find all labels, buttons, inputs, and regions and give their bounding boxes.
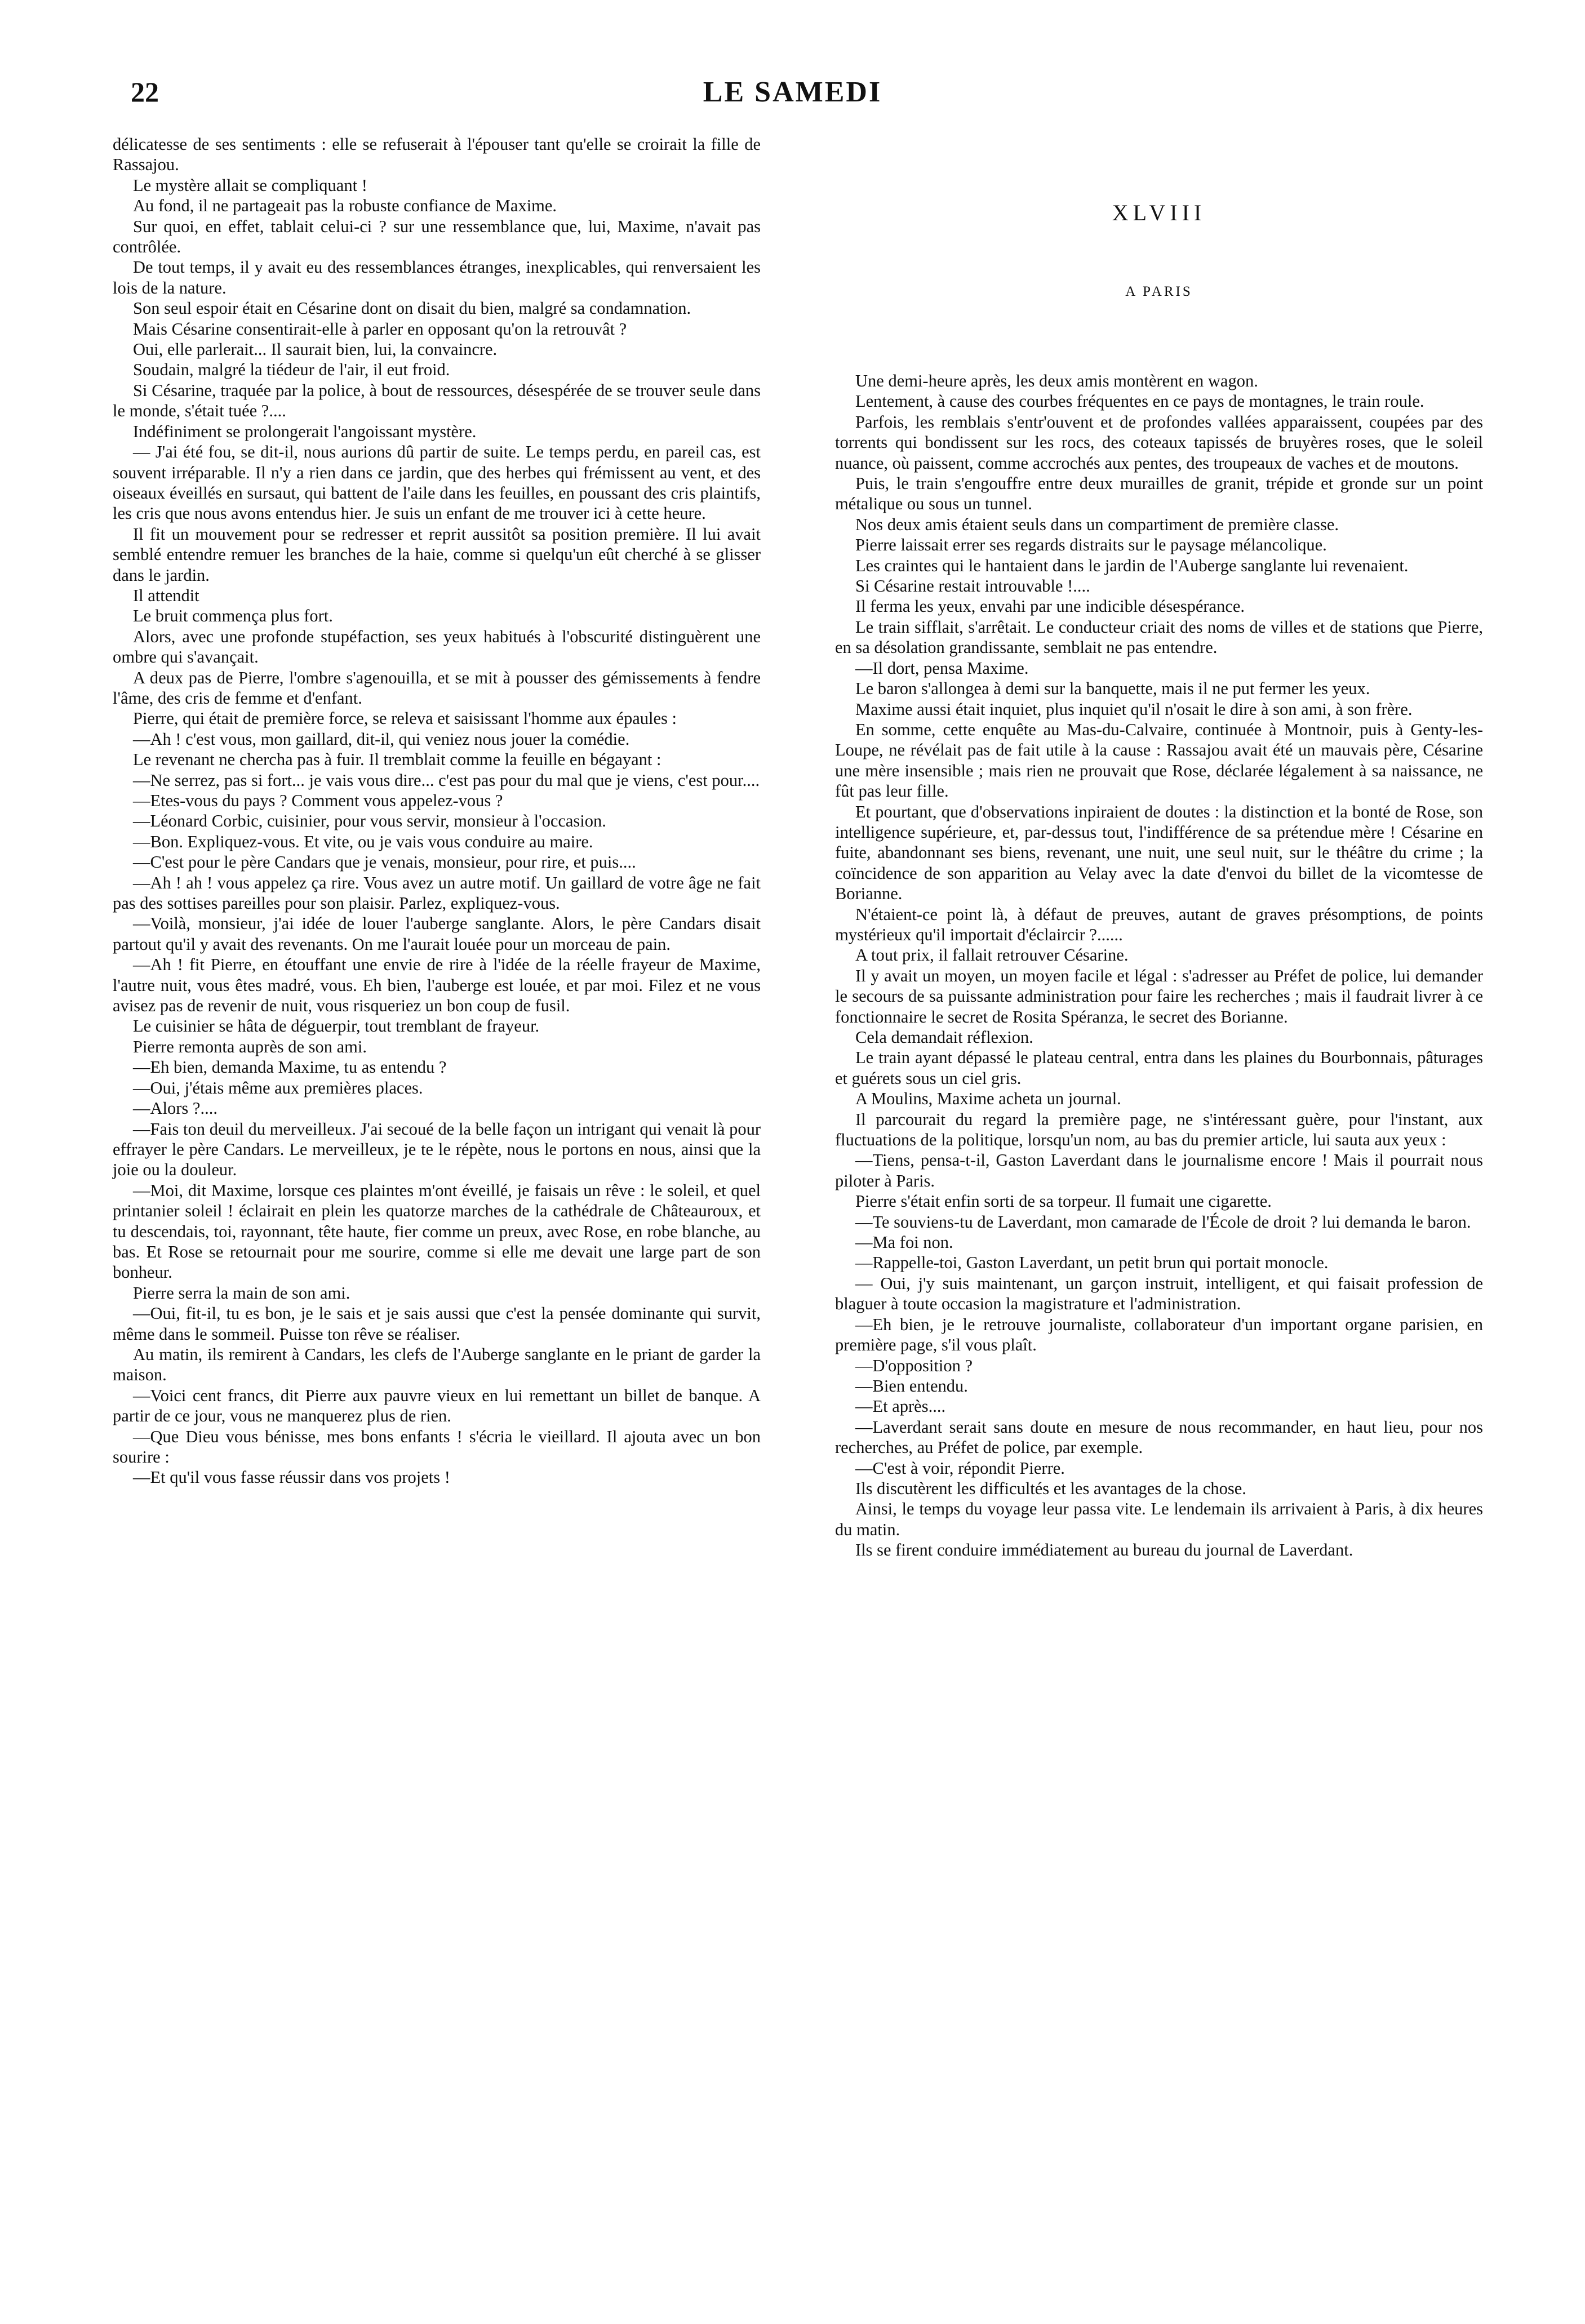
paragraph: — J'ai été fou, se dit-il, nous aurions dû partir de suite. Le temps perdu, en pareil cas, est souvent irréparable. Il n'y a rien dans ce jardin, que des herbes qui frémissent au vent, et des oiseaux éveillés en sursaut, qui battent de l'aile dans les feuilles, en poussant des cris plaintifs, les cris que nous avons entendus hier. Je suis un enfant de me trouver ici à cette heure. [113, 442, 761, 523]
paragraph: Si Césarine, traquée par la police, à bout de ressources, désespérée de se trouver seule dans le monde, s'était tuée ?.... [113, 380, 761, 421]
paragraph: Le baron s'allongea à demi sur la banquette, mais il ne put fermer les yeux. [855, 679, 1370, 699]
paragraph: Le cuisinier se hâta de déguerpir, tout tremblant de frayeur. [133, 1016, 540, 1036]
paragraph: Le revenant ne chercha pas à fuir. Il tremblait comme la feuille en bégayant : [133, 750, 661, 770]
paragraph: A deux pas de Pierre, l'ombre s'agenouilla, et se mit à pousser des gémissements à fendre l'âme, des cris de femme et d'enfant. [113, 668, 761, 708]
chapter-number: XLVIII [1112, 200, 1206, 225]
paragraph: Il ferma les yeux, envahi par une indicible désespérance. [855, 597, 1245, 616]
paragraph: —Ah ! ah ! vous appelez ça rire. Vous avez un autre motif. Un gaillard de votre âge ne fait pas des sottises pareilles pour son plaisir. Parlez, expliquez-vous. [113, 873, 761, 913]
paragraph: Pierre laissait errer ses regards distraits sur le paysage mélancolique. [855, 535, 1327, 555]
paragraph: Pierre s'était enfin sorti de sa torpeur. Il fumait une cigarette. [855, 1192, 1272, 1211]
chapter-spacer [835, 303, 1483, 371]
paragraph: Son seul espoir était en Césarine dont on disait du bien, malgré sa condamnation. [133, 299, 691, 318]
page-number: 22 [131, 76, 159, 108]
paragraph: —Eh bien, demanda Maxime, tu as entendu ? [133, 1057, 447, 1077]
paragraph: Il fit un mouvement pour se redresser et reprit aussitôt sa position première. Il lui avait semblé entendre remuer les branches de la haie, comme si quelqu'un eût cherché à se glisser dans le jardin. [113, 524, 761, 585]
paragraph: Alors, avec une profonde stupéfaction, ses yeux habitués à l'obscurité distinguèrent une ombre qui s'avançait. [113, 626, 761, 667]
paragraph: —Tiens, pensa-t-il, Gaston Laverdant dans le journalisme encore ! Mais il pourrait nous piloter à Paris. [835, 1150, 1483, 1190]
paragraph: Ainsi, le temps du voyage leur passa vite. Le lendemain ils arrivaient à Paris, à dix heures du matin. [835, 1499, 1483, 1539]
paragraph: De tout temps, il y avait eu des ressemblances étranges, inexplicables, qui renversaient les lois de la nature. [113, 257, 761, 297]
paragraph: —Voici cent francs, dit Pierre aux pauvre vieux en lui remettant un billet de banque. A partir de ce jour, vous ne manquerez plus de rien. [113, 1385, 761, 1426]
paragraph: —Te souviens-tu de Laverdant, mon camarade de l'École de droit ? lui demanda le baron. [855, 1212, 1471, 1232]
paragraph: —Léonard Corbic, cuisinier, pour vous servir, monsieur à l'occasion. [133, 811, 606, 831]
paragraph: —Bien entendu. [855, 1376, 968, 1396]
paragraph: délicatesse de ses sentiments : elle se refuserait à l'épouser tant qu'elle se croirait la fille de Rassajou. [113, 135, 761, 175]
paragraph: — Oui, j'y suis maintenant, un garçon instruit, intelligent, et qui faisait profession de blaguer à toute occasion la magistrature et l'administration. [835, 1273, 1483, 1314]
paragraph: Au fond, il ne partageait pas la robuste confiance de Maxime. [133, 196, 557, 216]
paragraph: Puis, le train s'engouffre entre deux murailles de granit, trépide et gronde sur un point métalique ou sous un tunnel. [835, 474, 1483, 514]
right-column [835, 134, 1483, 1561]
paragraph: Oui, elle parlerait... Il saurait bien, lui, la convaincre. [133, 340, 498, 359]
paragraph: —Ah ! c'est vous, mon gaillard, dit-il, qui veniez nous jouer la comédie. [133, 729, 630, 749]
paragraph: Parfois, les remblais s'entr'ouvent et de profondes vallées apparaissent, coupées par des torrents qui bondissent sur les rocs, des coteaux tapissés de bruyères roses, que le soleil nuance, où paissent, comme accrochés aux pentes, des troupeaux de vaches et de moutons. [835, 412, 1483, 473]
paragraph: —Moi, dit Maxime, lorsque ces plaintes m'ont éveillé, je faisais un rêve : le soleil, et quel printanier soleil ! éclairait en plein les quatorze marches de la cathédrale de Châteauroux, et tu descendais, toi, rayonnant, tête haute, fier comme un preux, avec Rose, en robe blanche, au bas. Et Rose se retournait pour me sourire, comme si elle me devait une large part de son bonheur. [113, 1180, 761, 1282]
paragraph: —Il dort, pensa Maxime. [855, 658, 1029, 678]
paragraph: —Et qu'il vous fasse réussir dans vos projets ! [133, 1468, 450, 1487]
paragraph: Ils discutèrent les difficultés et les avantages de la chose. [855, 1478, 1246, 1498]
paragraph: —C'est pour le père Candars que je venais, monsieur, pour rire, et puis.... [133, 852, 636, 872]
paragraph: Pierre, qui était de première force, se releva et saisissant l'homme aux épaules : [133, 709, 677, 728]
paragraph: —Etes-vous du pays ? Comment vous appelez-vous ? [133, 791, 503, 810]
paragraph: —D'opposition ? [855, 1356, 973, 1375]
paragraph: Si Césarine restait introuvable !.... [855, 576, 1090, 596]
paragraph: Le train ayant dépassé le plateau central, entra dans les plaines du Bourbonnais, pâturages et guérets sous un ciel gris. [835, 1048, 1483, 1088]
paragraph: Pierre remonta auprès de son ami. [133, 1037, 367, 1056]
paragraph: Lentement, à cause des courbes fréquentes en ce pays de montagnes, le train roule. [855, 392, 1424, 411]
running-title: LE SAMEDI [703, 76, 882, 108]
paragraph: —Ah ! fit Pierre, en étouffant une envie de rire à l'idée de la réelle frayeur de Maxime, l'autre nuit, vous êtes madré, vous. Eh bien, l'auberge est louée, et par moi. Filez et ne vous avisez pas de revenir de nuit, vous risqueriez un bon coup de fusil. [113, 955, 761, 1016]
paragraph: —Bon. Expliquez-vous. Et vite, ou je vais vous conduire au maire. [133, 832, 593, 851]
paragraph: Il y avait un moyen, un moyen facile et légal : s'adresser au Préfet de police, lui demander le secours de sa puissante administration pour faire les recherches ; mais il faudrait livrer à ce fonctionnaire le secret de Rosita Spéranza, le secret des Borianne. [835, 966, 1483, 1027]
paragraph: N'étaient-ce point là, à défaut de preuves, autant de graves présomptions, de points mystérieux qu'il importait d'éclaircir ?...... [835, 904, 1483, 944]
paragraph: Cela demandait réflexion. [855, 1028, 1033, 1047]
paragraph: —Eh bien, je le retrouve journaliste, collaborateur d'un important organe parisien, en première page, s'il vous plaît. [835, 1314, 1483, 1355]
paragraph: Et pourtant, que d'observations inpiraient de doutes : la distinction et la bonté de Rose, son intelligence supérieure, et, par-dessus tout, l'indifférence de sa prétendue mère ! Césarine en fuite, abandonnant ses biens, revenant, une nuit, une seul nuit, sur le théâtre du crime ; la coïncidence de son apparition au Velay avec la date d'envoi du billet de la vicomtesse de Borianne. [835, 802, 1483, 904]
paragraph: —Que Dieu vous bénisse, mes bons enfants ! s'écria le vieillard. Il ajouta avec un bon sourire : [113, 1427, 761, 1467]
paragraph: Les craintes qui le hantaient dans le jardin de l'Auberge sanglante lui revenaient. [855, 556, 1409, 575]
paragraph: A Moulins, Maxime acheta un journal. [855, 1089, 1121, 1109]
paragraph: —C'est à voir, répondit Pierre. [855, 1458, 1065, 1478]
paragraph: —Alors ?.... [133, 1099, 217, 1118]
paragraph: —Laverdant serait sans doute en mesure de nous recommander, en haut lieu, pour nos recherches, au Préfet de police, par exemple. [835, 1417, 1483, 1458]
paragraph: Pierre serra la main de son ami. [133, 1283, 350, 1303]
paragraph: Au matin, ils remirent à Candars, les clefs de l'Auberge sanglante en le priant de garder la maison. [113, 1344, 761, 1385]
paragraph: Sur quoi, en effet, tablait celui-ci ? sur une ressemblance que, lui, Maxime, n'avait pas contrôlée. [113, 216, 761, 257]
paragraph: Nos deux amis étaient seuls dans un compartiment de première classe. [855, 514, 1339, 534]
paragraph: Soudain, malgré la tiédeur de l'air, il eut froid. [133, 360, 450, 380]
paragraph: Ils se firent conduire immédiatement au bureau du journal de Laverdant. [855, 1540, 1353, 1560]
paragraph: En somme, cette enquête au Mas-du-Calvaire, continuée à Montnoir, puis à Genty-les-Loupe, ne révélait pas de fait utile à la cause : Rassajou avait été un mauvais père, Césarine une mère insensible ; mais rien ne prouvait que Rose, déclarée légalement à sa naissance, ne fût pas leur fille. [835, 719, 1483, 801]
paragraph: Une demi-heure après, les deux amis montèrent en wagon. [855, 371, 1258, 390]
paragraph: Le train sifflait, s'arrêtait. Le conducteur criait des noms de villes et de stations que Pierre, en sa désolation grandissante, semblait ne pas entendre. [835, 617, 1483, 657]
paragraph: —Voilà, monsieur, j'ai idée de louer l'auberge sanglante. Alors, le père Candars disait partout qu'il y avait des revenants. On me l'aurait louée pour un morceau de pain. [113, 914, 761, 954]
paragraph: Mais Césarine consentirait-elle à parler en opposant qu'on la retrouvât ? [133, 319, 627, 339]
paragraph: —Et après.... [855, 1397, 946, 1416]
chapter-title: A PARIS [1125, 284, 1193, 299]
left-column [113, 134, 761, 1488]
paragraph: Il parcourait du regard la première page, ne s'intéressant guère, pour l'instant, aux fluctuations de la politique, lorsqu'un nom, au bas du premier article, lui sauta aux yeux : [835, 1109, 1483, 1150]
paragraph: Le mystère allait se compliquant ! [133, 175, 367, 195]
paragraph: Le bruit commença plus fort. [133, 606, 333, 626]
page-header [0, 0, 1585, 130]
paragraph: —Rappelle-toi, Gaston Laverdant, un petit brun qui portait monocle. [855, 1253, 1329, 1273]
paragraph: Il attendit [133, 585, 199, 605]
paragraph: —Ne serrez, pas si fort... je vais vous dire... c'est pas pour du mal que je viens, c'est pour.... [133, 770, 760, 790]
paragraph: Maxime aussi était inquiet, plus inquiet qu'il n'osait le dire à son ami, à son frère. [855, 699, 1413, 719]
paragraph: —Oui, j'étais même aux premières places. [133, 1078, 423, 1097]
paragraph: —Ma foi non. [855, 1233, 953, 1252]
paragraph: —Fais ton deuil du merveilleux. J'ai secoué de la belle façon un intrigant qui venait là pour effrayer le père Candars. Le merveilleux, je te le répète, nous le portons en nous, ainsi que la joie ou la douleur. [113, 1119, 761, 1180]
paragraph: Indéfiniment se prolongerait l'angoissant mystère. [133, 421, 477, 441]
paragraph: —Oui, fit-il, tu es bon, je le sais et je sais aussi que c'est la pensée dominante qui survit, même dans le sommeil. Puisse ton rêve se réaliser. [113, 1304, 761, 1344]
paragraph: A tout prix, il fallait retrouver Césarine. [855, 945, 1129, 965]
